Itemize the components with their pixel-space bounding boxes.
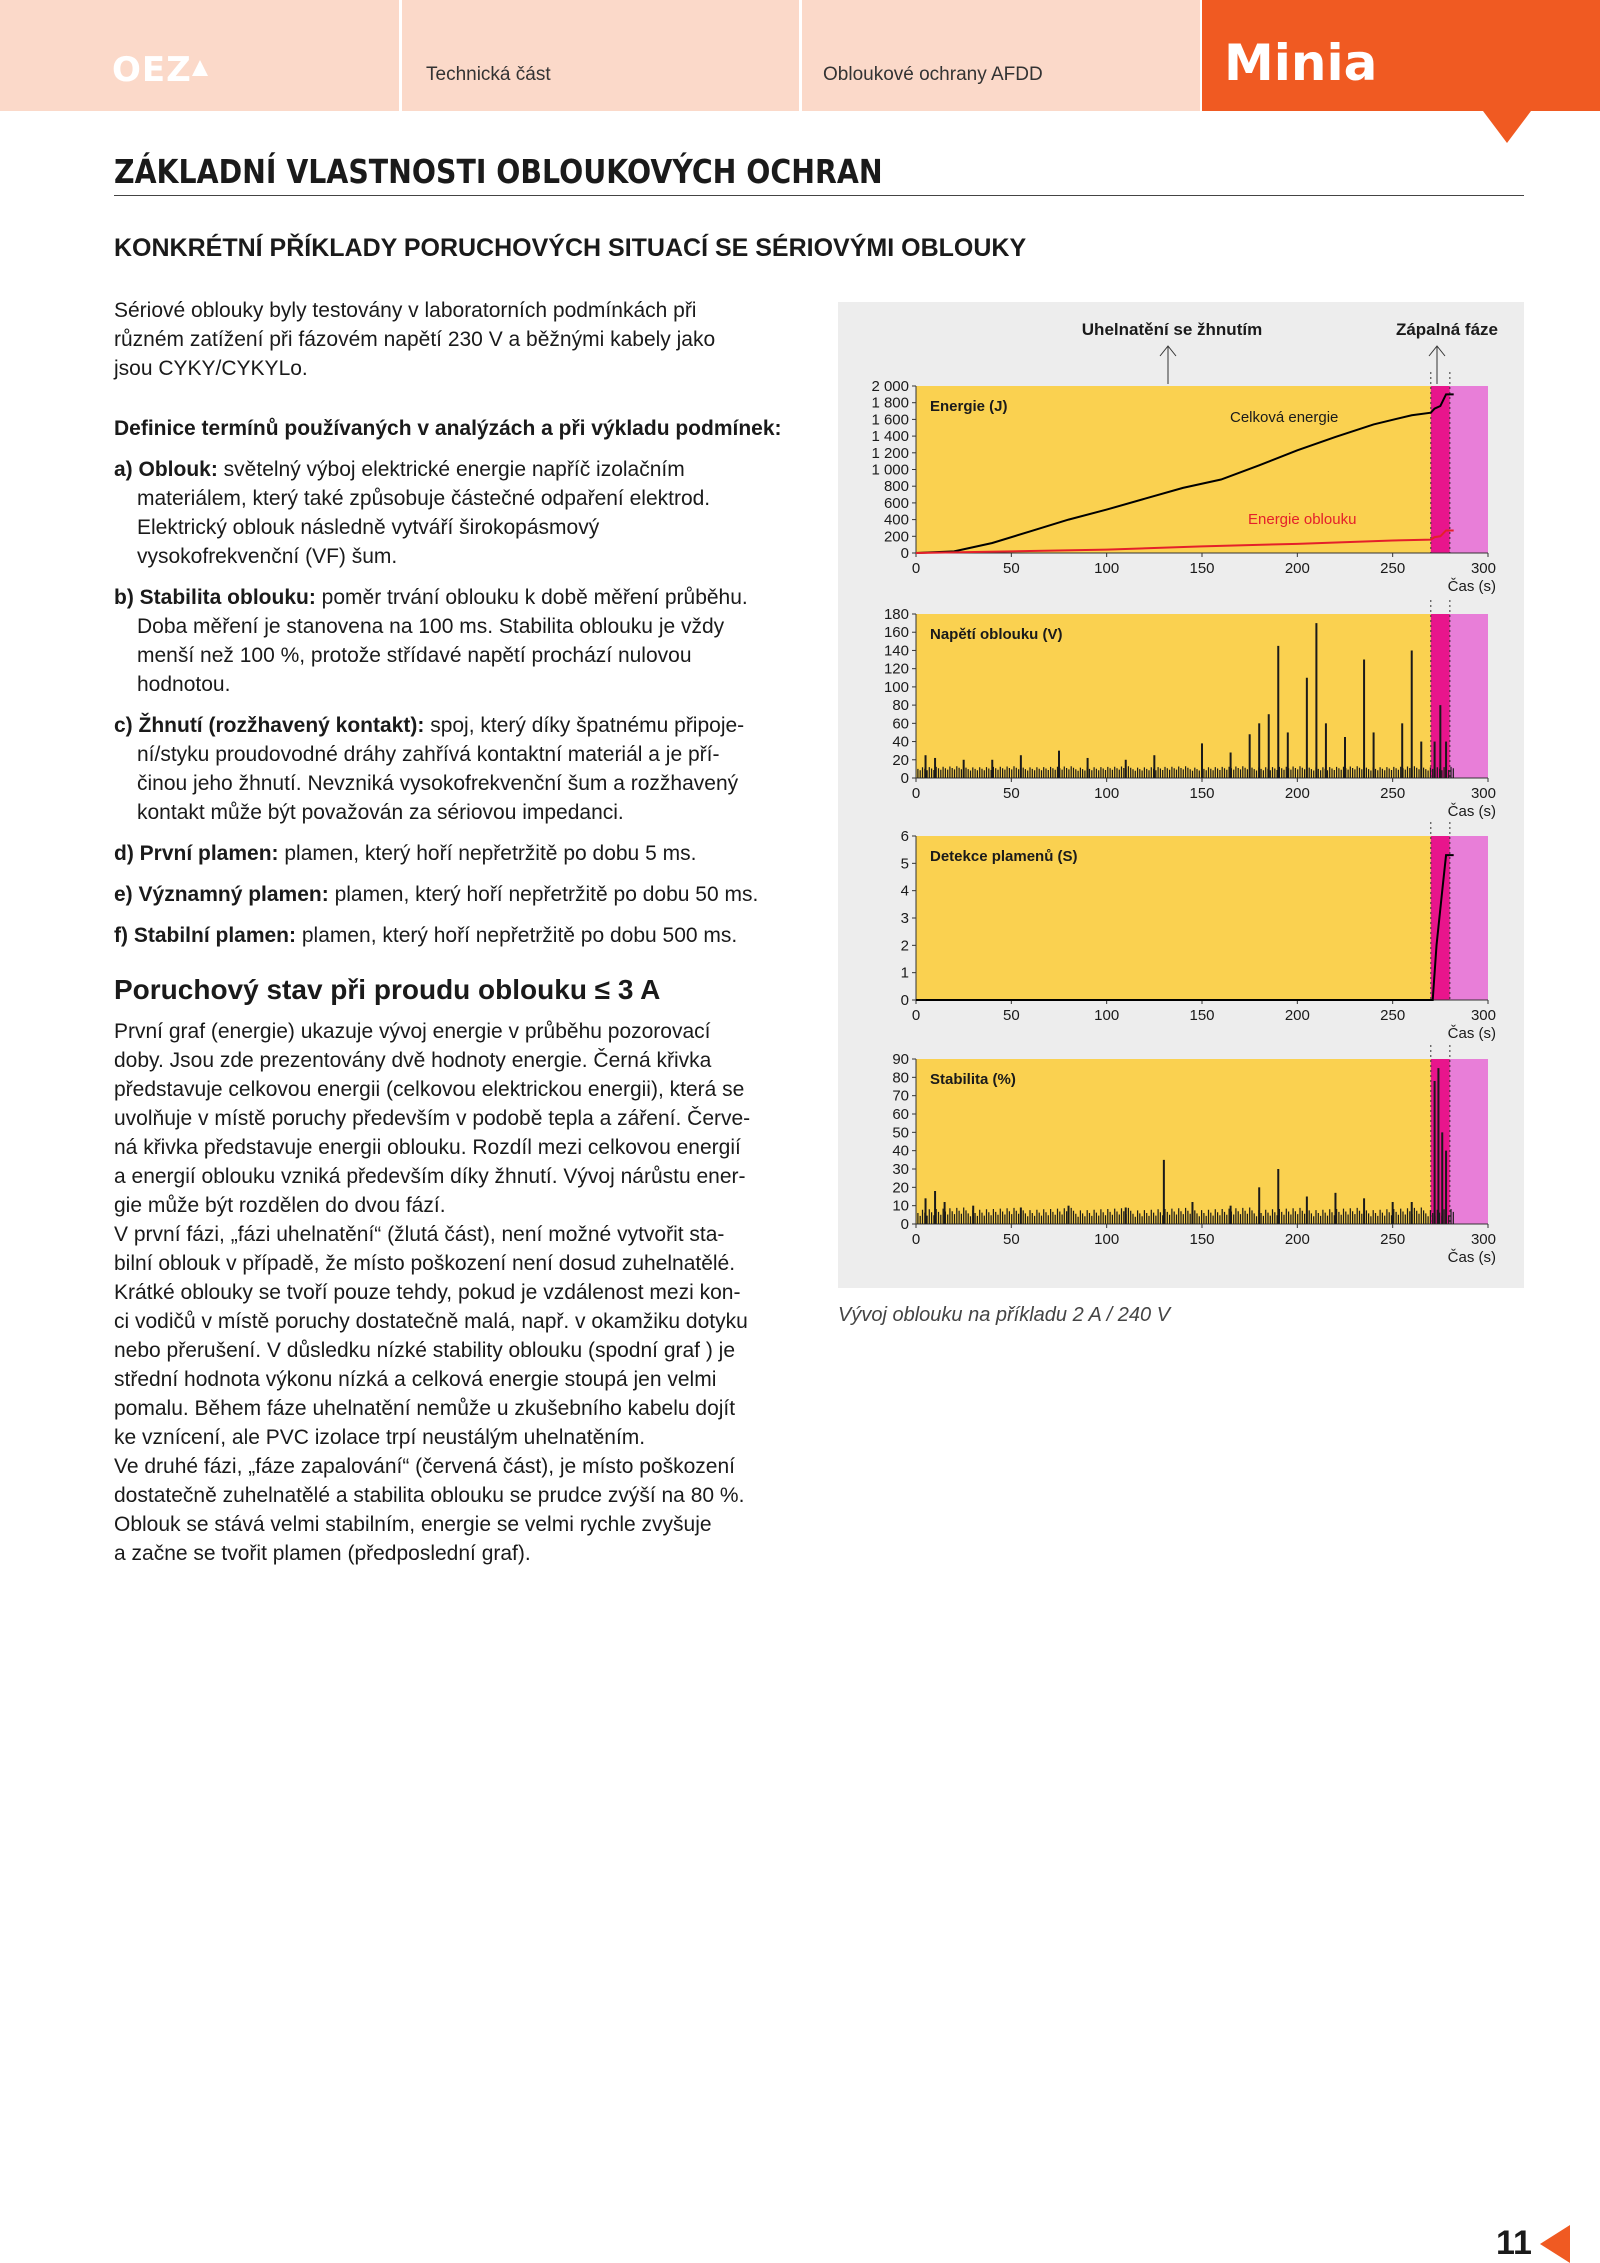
section-body bbox=[114, 1017, 804, 1568]
definition-text: Doba měření je stanovena na 100 ms. Stabilita oblouku je vždy bbox=[137, 615, 725, 638]
body-line: a začne se tvořit plamen (předposlední graf). bbox=[114, 1542, 531, 1565]
y-tick-label: 160 bbox=[883, 624, 909, 642]
y-tick-label: 600 bbox=[883, 494, 909, 512]
y-tick-label: 1 bbox=[900, 964, 909, 982]
definition-term: e) Významný plamen: bbox=[114, 883, 329, 906]
chart-title: Detekce plamenů (S) bbox=[930, 848, 1078, 865]
definitions-items bbox=[114, 455, 804, 950]
y-tick-label: 90 bbox=[892, 1051, 909, 1068]
x-tick-label: 50 bbox=[1002, 785, 1020, 802]
definition-line bbox=[114, 711, 804, 740]
y-tick-label: 70 bbox=[892, 1087, 909, 1105]
phase1-label: Uhelnatění se žhnutím bbox=[1081, 320, 1263, 339]
definition-item bbox=[114, 711, 804, 827]
body-line: a energií oblouku vzniká především díky žhnutí. Vývoj nárůstu ener- bbox=[114, 1165, 746, 1188]
definition-line bbox=[114, 583, 804, 612]
y-tick-label: 1 800 bbox=[871, 394, 909, 412]
x-tick-label: 200 bbox=[1284, 560, 1310, 577]
definition-text: poměr trvání oblouku k době měření průběhu. bbox=[315, 586, 748, 609]
y-tick-label: 3 bbox=[900, 910, 909, 927]
y-tick-label: 0 bbox=[900, 545, 909, 562]
x-tick-label: 200 bbox=[1284, 1231, 1310, 1248]
body-line: Ve druhé fázi, „fáze zapalování“ (červená část), je místo poškození bbox=[114, 1455, 735, 1478]
x-axis-label: Čas (s) bbox=[1447, 1249, 1496, 1266]
x-tick-label: 50 bbox=[1002, 1231, 1020, 1248]
logo-triangle-icon bbox=[192, 58, 208, 76]
body-line: První graf (energie) ukazuje vývoj energie v průběhu pozorovací bbox=[114, 1020, 711, 1043]
body-line: V první fázi, „fázi uhelnatění“ (žlutá část), není možné vytvořit sta- bbox=[114, 1223, 725, 1246]
definition-item bbox=[114, 880, 804, 909]
definition-term: a) Oblouk: bbox=[114, 458, 218, 481]
title-rule bbox=[114, 195, 1524, 196]
definition-line bbox=[114, 670, 804, 699]
definition-text: materiálem, který také způsobuje částečné odpaření elektrod. bbox=[137, 487, 711, 510]
definition-text: spoj, který díky špatnému připoje- bbox=[424, 714, 745, 737]
body-line: doby. Jsou zde prezentovány dvě hodnoty energie. Černá křivka bbox=[114, 1049, 712, 1072]
x-tick-label: 300 bbox=[1470, 560, 1496, 577]
x-tick-label: 300 bbox=[1470, 785, 1496, 802]
definition-text: ní/styku proudovodné dráhy zahřívá kontaktní materiál a je pří- bbox=[137, 743, 720, 766]
definition-text: plamen, který hoří nepřetržitě po dobu 50 ms. bbox=[328, 883, 759, 906]
body-line: střední hodnota výkonu nízká a celková energie stoupá jen velmi bbox=[114, 1368, 717, 1391]
definition-text: plamen, který hoří nepřetržitě po dobu 5 ms. bbox=[278, 842, 697, 865]
intro-paragraph bbox=[114, 296, 804, 383]
body-line: pomalu. Během fáze uhelnatění nemůže u zkušebního kabelu dojít bbox=[114, 1397, 736, 1420]
definition-line bbox=[114, 880, 804, 909]
x-tick-label: 150 bbox=[1189, 1007, 1215, 1024]
definition-line bbox=[114, 921, 804, 950]
x-tick-label: 100 bbox=[1094, 560, 1120, 577]
y-tick-label: 2 000 bbox=[871, 378, 909, 395]
definition-text: hodnotou. bbox=[137, 673, 231, 696]
y-tick-label: 0 bbox=[900, 1216, 909, 1233]
y-tick-label: 30 bbox=[892, 1161, 909, 1178]
definition-line bbox=[114, 484, 804, 513]
x-tick-label: 250 bbox=[1380, 560, 1406, 577]
definition-text: činou jeho žhnutí. Nevzniká vysokofrekvenční šum a rozžhavený bbox=[137, 772, 739, 795]
definition-line bbox=[114, 612, 804, 641]
header-topic-block bbox=[802, 0, 1200, 111]
oez-logo: OEZ bbox=[112, 50, 192, 90]
definition-line bbox=[114, 513, 804, 542]
y-tick-label: 5 bbox=[900, 855, 909, 873]
x-axis-label: Čas (s) bbox=[1447, 803, 1496, 820]
y-tick-label: 180 bbox=[883, 606, 909, 623]
definition-text: Elektrický oblouk následně vytváří širokopásmový bbox=[137, 516, 600, 539]
x-tick-label: 250 bbox=[1380, 1231, 1406, 1248]
y-tick-label: 100 bbox=[883, 678, 909, 696]
definition-term: b) Stabilita oblouku: bbox=[114, 586, 316, 609]
page-number-arrow-icon bbox=[1540, 2225, 1570, 2263]
y-tick-label: 60 bbox=[892, 1106, 909, 1123]
definition-line bbox=[114, 769, 804, 798]
x-tick-label: 0 bbox=[911, 1231, 921, 1248]
y-tick-label: 20 bbox=[892, 1179, 909, 1197]
y-tick-label: 10 bbox=[892, 1197, 909, 1215]
definition-item bbox=[114, 583, 804, 699]
page-title: ZÁKLADNÍ VLASTNOSTI OBLOUKOVÝCH OCHRAN bbox=[114, 152, 883, 191]
body-line: nebo přerušení. V důsledku nízké stability oblouku (spodní graf ) je bbox=[114, 1339, 736, 1362]
y-tick-label: 4 bbox=[900, 882, 909, 900]
x-tick-label: 150 bbox=[1189, 560, 1215, 577]
body-line: gie může být rozdělen do dvou fází. bbox=[114, 1194, 446, 1217]
x-axis-label: Čas (s) bbox=[1447, 1025, 1496, 1042]
definition-text: plamen, který hoří nepřetržitě po dobu 500 ms. bbox=[296, 924, 738, 947]
y-tick-label: 1 600 bbox=[871, 411, 909, 429]
definition-line bbox=[114, 839, 804, 868]
chart-title: Energie (J) bbox=[930, 398, 1008, 415]
definition-line bbox=[114, 542, 804, 571]
figure-caption: Vývoj oblouku na příkladu 2 A / 240 V bbox=[838, 1304, 1171, 1326]
x-tick-label: 100 bbox=[1094, 1231, 1120, 1248]
y-tick-label: 40 bbox=[892, 733, 909, 751]
phase2-label: Zápalná fáze bbox=[1395, 320, 1498, 339]
header-topic: Obloukové ochrany AFDD bbox=[823, 64, 1043, 85]
body-line: ke vznícení, ale PVC izolace trpí neustálým uhelnatěním. bbox=[114, 1426, 646, 1449]
intro-line: jsou CYKY/CYKYLo. bbox=[114, 357, 308, 380]
series-label: Energie oblouku bbox=[1248, 511, 1357, 528]
y-tick-label: 0 bbox=[900, 992, 909, 1009]
y-tick-label: 50 bbox=[892, 1124, 909, 1142]
phase3-region bbox=[1450, 386, 1488, 553]
definition-term: c) Žhnutí (rozžhavený kontakt): bbox=[114, 714, 425, 737]
definition-text: vysokofrekvenční (VF) šum. bbox=[137, 545, 398, 568]
y-tick-label: 1 200 bbox=[871, 444, 909, 462]
x-tick-label: 300 bbox=[1470, 1231, 1496, 1248]
definition-line bbox=[114, 455, 804, 484]
chart-title: Stabilita (%) bbox=[930, 1071, 1016, 1088]
x-tick-label: 100 bbox=[1094, 1007, 1120, 1024]
body-line: dostatečně zuhelnatělé a stabilita oblouku se prudce zvýší na 80 %. bbox=[114, 1484, 745, 1507]
definition-item bbox=[114, 921, 804, 950]
y-tick-label: 20 bbox=[892, 751, 909, 769]
y-tick-label: 80 bbox=[892, 697, 909, 715]
page-number: 11 bbox=[1496, 2224, 1532, 2262]
y-tick-label: 1 400 bbox=[871, 428, 909, 446]
definition-item bbox=[114, 455, 804, 571]
page-subtitle: KONKRÉTNÍ PŘÍKLADY PORUCHOVÝCH SITUACÍ SE SÉRIOVÝMI OBLOUKY bbox=[114, 234, 1027, 262]
definitions-heading: Definice termínů používaných v analýzách a při výkladu podmínek: bbox=[114, 417, 782, 440]
brand-name: Minia bbox=[1224, 34, 1378, 92]
x-tick-label: 50 bbox=[1002, 560, 1020, 577]
definitions-list bbox=[114, 414, 804, 962]
definition-line bbox=[114, 798, 804, 827]
chart-title: Napětí oblouku (V) bbox=[930, 626, 1063, 643]
definition-term: f) Stabilní plamen: bbox=[114, 924, 297, 947]
header-section: Technická část bbox=[426, 64, 551, 85]
x-tick-label: 250 bbox=[1380, 785, 1406, 802]
brand-pointer-icon bbox=[1483, 111, 1531, 143]
intro-line: Sériové oblouky byly testovány v laboratorních podmínkách při bbox=[114, 299, 697, 322]
x-tick-label: 250 bbox=[1380, 1007, 1406, 1024]
definition-text: menší než 100 %, protože střídavé napětí prochází nulovou bbox=[137, 644, 692, 667]
x-tick-label: 200 bbox=[1284, 785, 1310, 802]
x-tick-label: 150 bbox=[1189, 1231, 1215, 1248]
definition-line bbox=[114, 740, 804, 769]
x-axis-label: Čas (s) bbox=[1447, 578, 1496, 595]
brand-block bbox=[1202, 0, 1600, 111]
body-line: uvolňuje v místě poruchy především v podobě tepla a záření. Červe- bbox=[114, 1107, 751, 1130]
y-tick-label: 200 bbox=[883, 528, 909, 546]
phase3-region bbox=[1450, 614, 1488, 778]
body-line: bilní oblouk v případě, že místo poškození není dosud zuhelnatělé. bbox=[114, 1252, 736, 1275]
body-line: ná křivka představuje energii oblouku. Rozdíl mezi celkovou energií bbox=[114, 1136, 741, 1159]
page-header bbox=[0, 0, 1600, 111]
y-tick-label: 60 bbox=[892, 715, 909, 733]
y-tick-label: 1 000 bbox=[871, 461, 909, 479]
arc-evolution-chart bbox=[838, 302, 1524, 1288]
intro-line: různém zatížení při fázovém napětí 230 V a běžnými kabely jako bbox=[114, 328, 716, 351]
x-tick-label: 0 bbox=[911, 560, 921, 577]
series-label: Celková energie bbox=[1230, 409, 1339, 426]
phase3-region bbox=[1450, 836, 1488, 1000]
phase3-region bbox=[1450, 1059, 1488, 1224]
x-tick-label: 300 bbox=[1470, 1007, 1496, 1024]
x-tick-label: 50 bbox=[1002, 1007, 1020, 1024]
definition-term: d) První plamen: bbox=[114, 842, 279, 865]
y-tick-label: 80 bbox=[892, 1069, 909, 1087]
x-tick-label: 200 bbox=[1284, 1007, 1310, 1024]
section-heading: Poruchový stav při proudu oblouku ≤ 3 A bbox=[114, 974, 661, 1005]
header-section-block bbox=[402, 0, 799, 111]
x-tick-label: 0 bbox=[911, 1007, 921, 1024]
definition-line bbox=[114, 641, 804, 670]
definition-text: kontakt může být považován za sériovou impedanci. bbox=[137, 801, 624, 824]
y-tick-label: 0 bbox=[900, 770, 909, 787]
y-tick-label: 400 bbox=[883, 511, 909, 529]
y-tick-label: 140 bbox=[883, 642, 909, 660]
definition-text: světelný výboj elektrické energie napříč izolačním bbox=[217, 458, 685, 481]
x-tick-label: 100 bbox=[1094, 785, 1120, 802]
body-line: ci vodičů v místě poruchy dostatečně malá, např. v okamžiku dotyku bbox=[114, 1310, 748, 1333]
figure-panel bbox=[838, 302, 1524, 1288]
header-logo-block bbox=[0, 0, 399, 111]
body-line: Oblouk se stává velmi stabilním, energie se velmi rychle zvyšuje bbox=[114, 1513, 712, 1536]
y-tick-label: 120 bbox=[883, 660, 909, 678]
y-tick-label: 2 bbox=[900, 937, 909, 955]
body-line: představuje celkovou energii (celkovou elektrickou energii), která se bbox=[114, 1078, 745, 1101]
body-line: Krátké oblouky se tvoří pouze tehdy, pokud je vzdálenost mezi kon- bbox=[114, 1281, 741, 1304]
y-tick-label: 800 bbox=[883, 478, 909, 496]
x-tick-label: 150 bbox=[1189, 785, 1215, 802]
x-tick-label: 0 bbox=[911, 785, 921, 802]
y-tick-label: 40 bbox=[892, 1142, 909, 1160]
y-tick-label: 6 bbox=[900, 828, 909, 845]
definition-item bbox=[114, 839, 804, 868]
